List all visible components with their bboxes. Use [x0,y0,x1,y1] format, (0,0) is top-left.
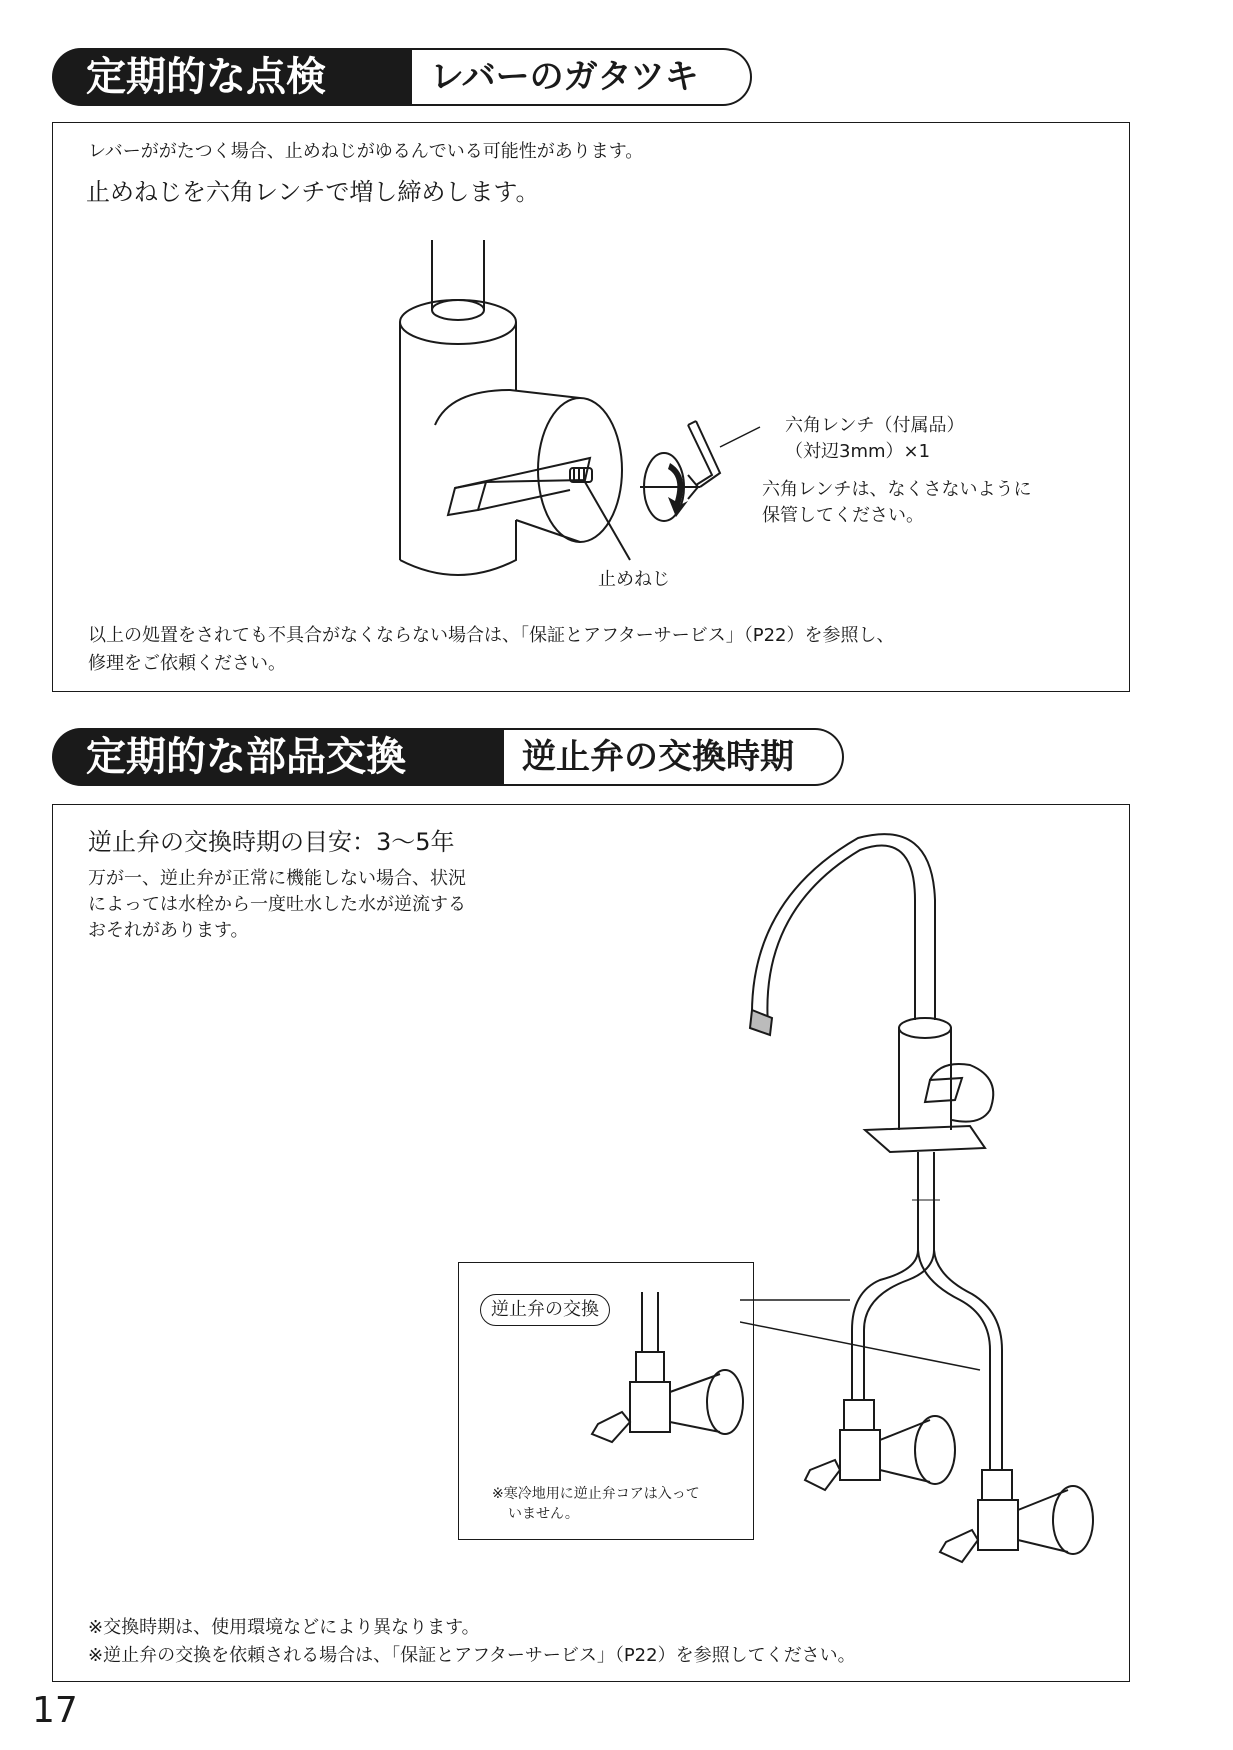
section2-note-1: ※交換時期は、使用環境などにより異なります。 [88,1617,480,1638]
section2-note-2: ※逆止弁の交換を依頼される場合は、「保証とアフターサービス」（P22）を参照してください。 [88,1645,856,1666]
section1-instruction: 止めねじを六角レンチで増し締めします。 [86,178,540,206]
wrench-label-2: （対辺3mm）×1 [785,441,931,462]
warning-line-2: によっては水栓から一度吐水した水が逆流する [88,894,466,915]
warning-line-1: 万が一、逆止弁が正常に機能しない場合、状況 [88,868,466,889]
section1-header-sub: レバーのガタツキ [412,48,752,106]
wrench-note-1: 六角レンチは、なくさないように [762,479,1032,500]
wrench-note-2: 保管してください。 [762,505,924,526]
section1-intro: レバーががたつく場合、止めねじがゆるんでいる可能性があります。 [88,141,644,162]
replacement-guide: 逆止弁の交換時期の目安：3〜5年 [88,828,455,856]
page-number: 17 [32,1690,78,1731]
section1-footer-2: 修理をご依頼ください。 [88,653,286,674]
section1-footer-1: 以上の処置をされても不具合がなくならない場合は、「保証とアフターサービス」（P22）を参照し、 [88,625,895,646]
faucet-assembly-illustration [740,830,1110,1610]
check-valve-callout: 逆止弁の交換 [480,1294,610,1326]
section1-header [52,48,752,106]
inset-note-1: ※寒冷地用に逆止弁コアは入って [492,1486,700,1502]
rotate-arrow-icon [668,463,688,517]
screw-label: 止めねじ [598,569,670,590]
section2-header [52,728,852,786]
section2-header-main: 定期的な部品交換 [52,728,504,786]
section1-header-main: 定期的な点検 [52,48,412,106]
inset-note-2: いません。 [508,1506,579,1522]
hex-wrench-illustration [640,405,780,525]
wrench-label-1: 六角レンチ（付属品） [785,415,965,436]
section2-header-sub: 逆止弁の交換時期 [504,728,844,786]
warning-line-3: おそれがあります。 [88,920,249,941]
